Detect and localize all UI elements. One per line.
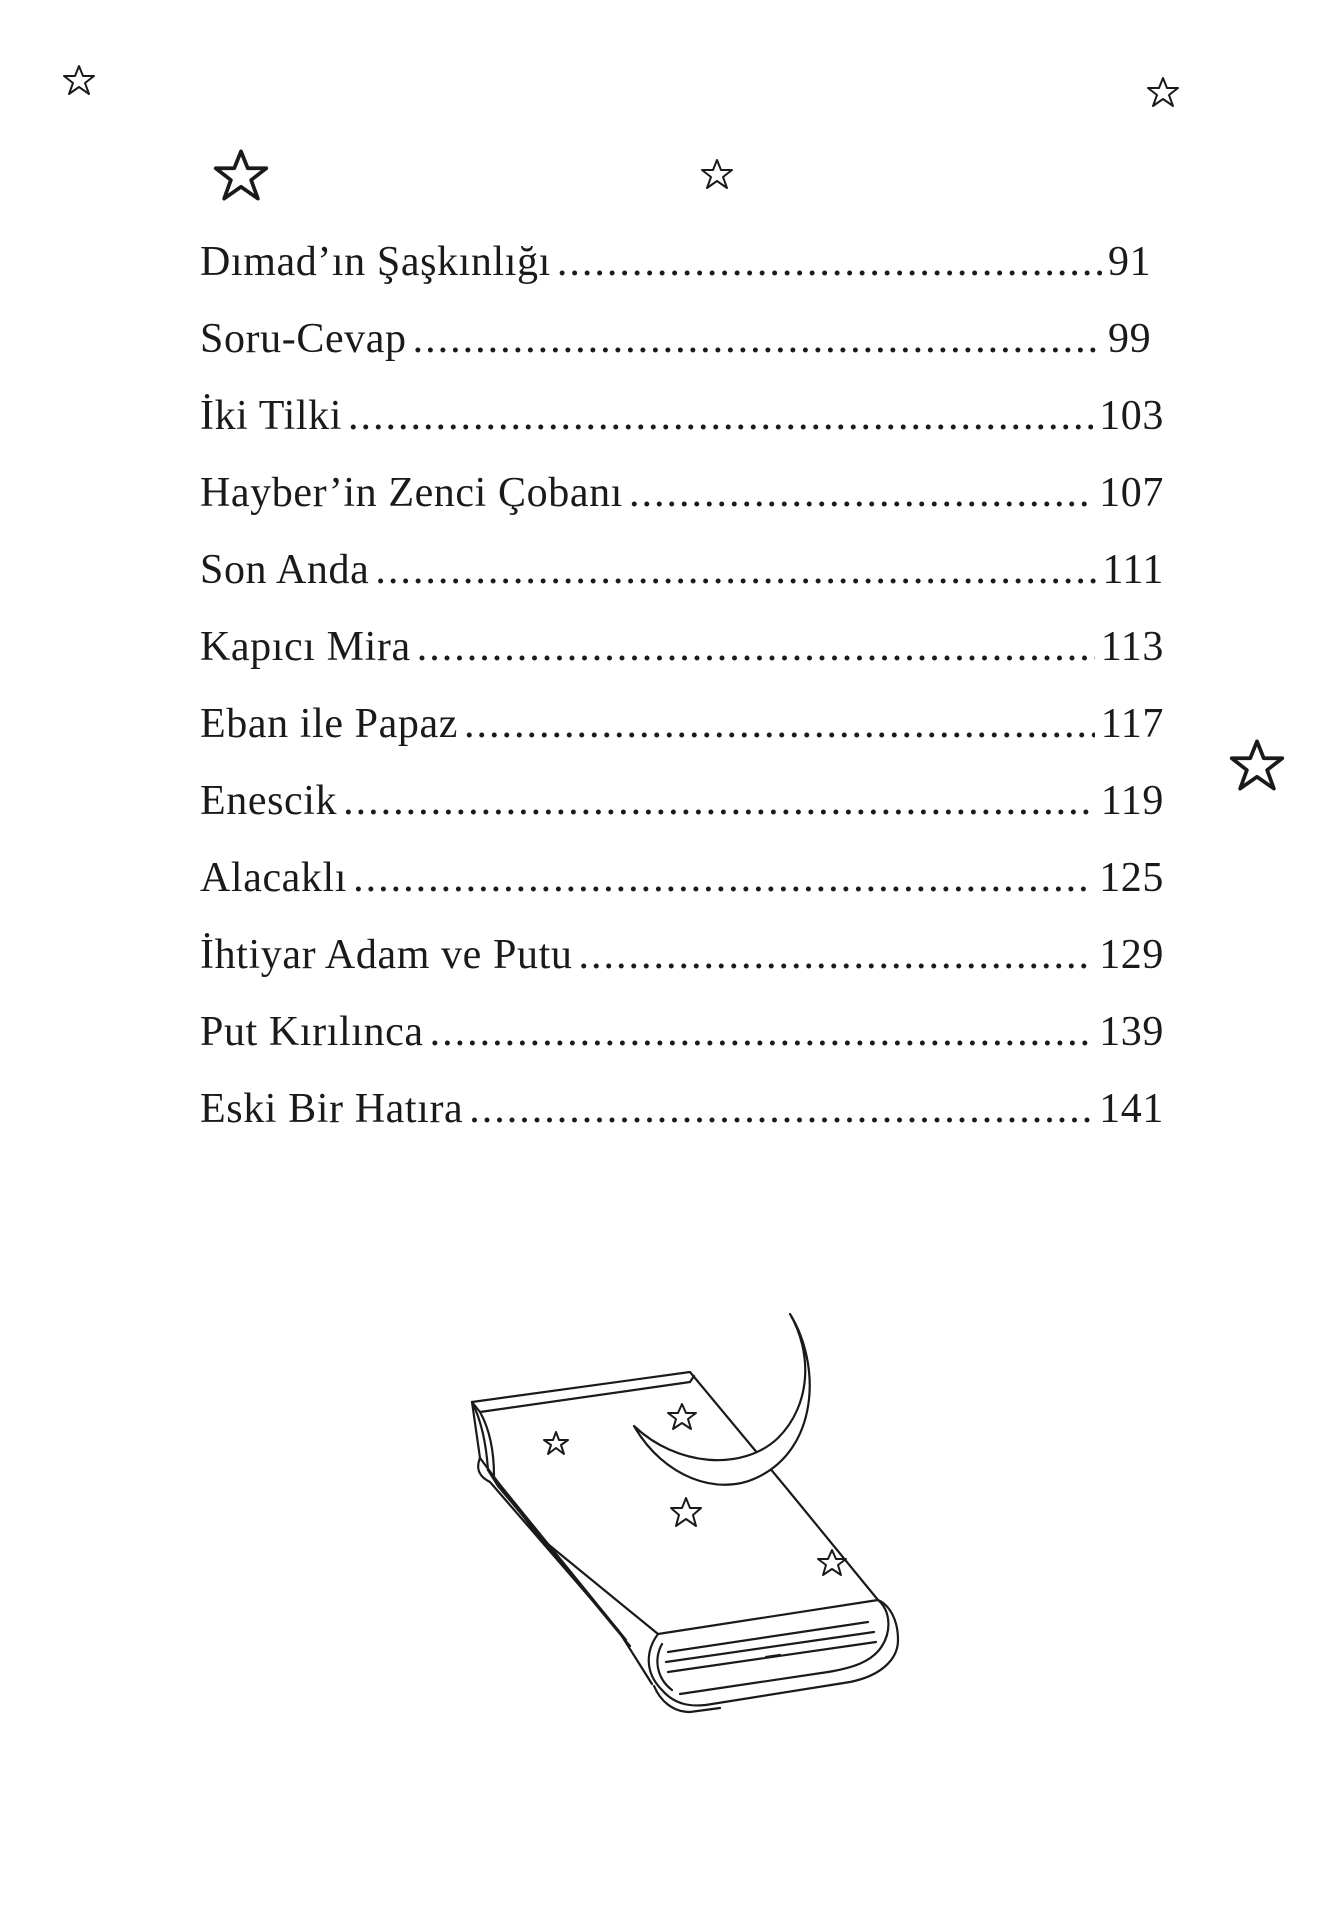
toc-entry-title: Enescik <box>200 778 338 824</box>
toc-entry <box>200 238 1164 315</box>
toc-entry-page: 129 <box>1099 932 1164 978</box>
toc-entry-page: 91 <box>1108 239 1152 285</box>
toc-entry-page: 117 <box>1100 701 1164 747</box>
toc-entry <box>200 700 1164 777</box>
toc-entry-page: 139 <box>1099 1009 1164 1055</box>
toc-entry-page: 107 <box>1099 470 1164 516</box>
toc-entry-title: Eban ile Papaz <box>200 701 458 747</box>
dot-leader <box>464 700 1095 748</box>
toc-entry-page: 99 <box>1108 316 1152 362</box>
toc-entry <box>200 854 1164 931</box>
toc-entry-title: Son Anda <box>200 547 370 593</box>
toc-entry-page: 119 <box>1100 778 1164 824</box>
toc-entry-title: İki Tilki <box>200 393 342 439</box>
toc-entry-page: 125 <box>1099 855 1164 901</box>
toc-entry-page: 111 <box>1102 547 1164 593</box>
toc-entry <box>200 1008 1164 1085</box>
dot-leader <box>557 238 1102 286</box>
toc-entry-page: 141 <box>1099 1086 1164 1132</box>
toc-entry <box>200 392 1164 469</box>
book-illustration <box>450 1300 930 1740</box>
dot-leader <box>375 546 1096 594</box>
toc-entry <box>200 315 1164 392</box>
toc-entry-page: 113 <box>1100 624 1164 670</box>
star-icon <box>700 158 734 190</box>
star-icon <box>1146 76 1180 108</box>
dot-leader <box>417 623 1095 671</box>
star-icon <box>1228 738 1286 792</box>
dot-leader <box>629 469 1093 517</box>
table-of-contents <box>200 238 1164 1162</box>
toc-entry-title: Dımad’ın Şaşkınlığı <box>200 239 551 285</box>
toc-entry-title: Kapıcı Mira <box>200 624 411 670</box>
dot-leader <box>578 931 1093 979</box>
star-icon <box>62 64 96 96</box>
toc-entry-page: 103 <box>1099 393 1164 439</box>
dot-leader <box>469 1085 1093 1133</box>
star-icon <box>212 148 270 202</box>
toc-entry <box>200 931 1164 1008</box>
toc-entry-title: Hayber’in Zenci Çobanı <box>200 470 623 516</box>
dot-leader <box>413 315 1102 363</box>
toc-entry <box>200 777 1164 854</box>
toc-entry-title: Eski Bir Hatıra <box>200 1086 464 1132</box>
dot-leader <box>353 854 1093 902</box>
dot-leader <box>430 1008 1094 1056</box>
dot-leader <box>348 392 1093 440</box>
toc-entry <box>200 469 1164 546</box>
toc-entry <box>200 623 1164 700</box>
dot-leader <box>343 777 1095 825</box>
toc-entry <box>200 546 1164 623</box>
toc-entry-title: Alacaklı <box>200 855 348 901</box>
toc-entry-title: Soru-Cevap <box>200 316 407 362</box>
toc-entry <box>200 1085 1164 1162</box>
toc-entry-title: Put Kırılınca <box>200 1009 424 1055</box>
toc-entry-title: İhtiyar Adam ve Putu <box>200 932 573 978</box>
